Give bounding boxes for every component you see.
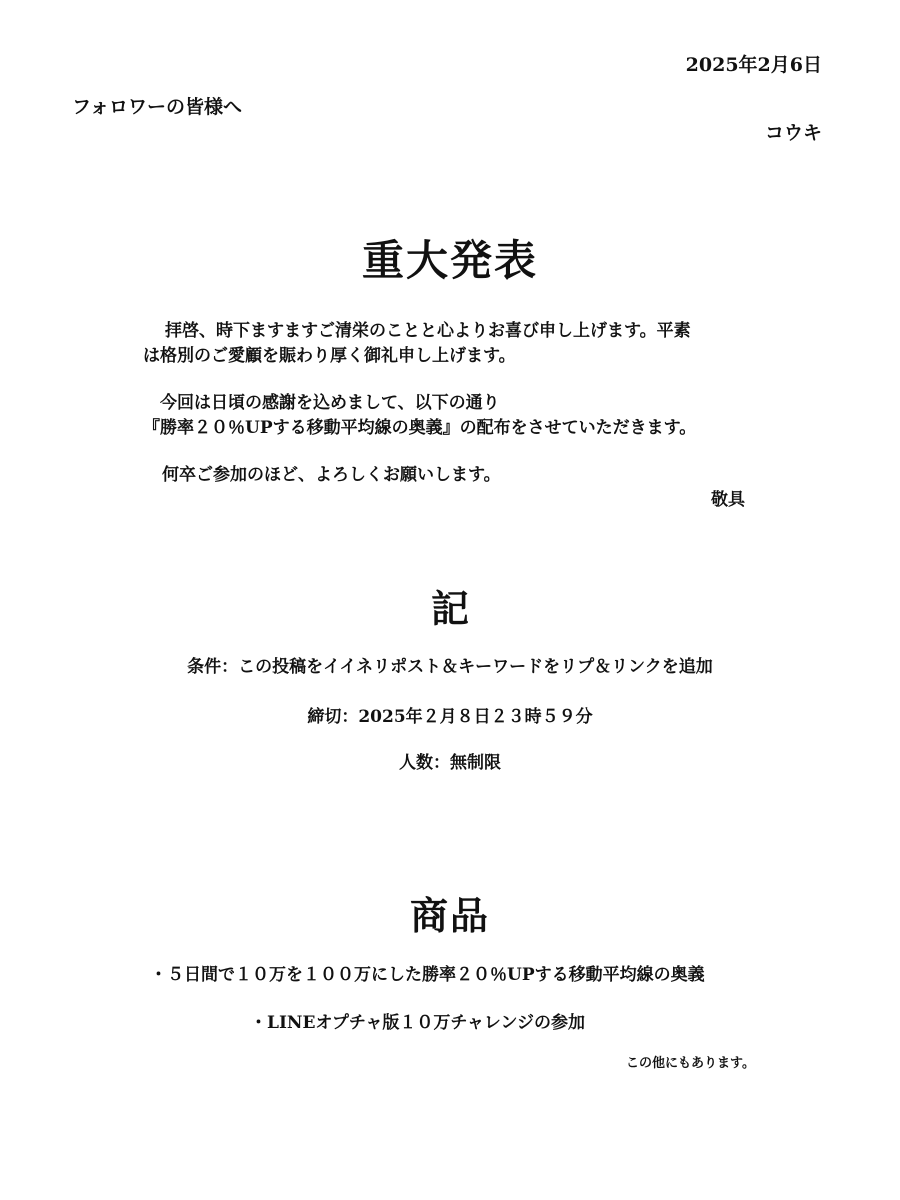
request-line: 何卒ご参加のほど、よろしくお願いします。 — [162, 465, 501, 485]
product-item: ・５日間で１０万を１００万にした勝率２０％UPする移動平均線の奥義 — [150, 965, 705, 985]
others-note: この他にもあります。 — [626, 1056, 755, 1071]
announcement-line-1: 今回は日頃の感謝を込めまして、以下の通り — [160, 393, 500, 413]
greeting-line-1: 拝啓、時下ますますご清栄のことと心よりお喜び申し上げます。平素 — [165, 321, 691, 341]
details-heading: 記 — [430, 586, 469, 631]
sender-name: コウキ — [764, 122, 822, 144]
deadline-line: 締切：2025年２月８日２３時５９分 — [307, 707, 593, 727]
products-heading: 商品 — [409, 893, 490, 938]
closing-word: 敬具 — [711, 490, 745, 510]
letter-date: 2025年2月6日 — [685, 54, 822, 76]
condition-line: 条件：この投稿をイイネリポスト＆キーワードをリプ＆リンクを追加 — [187, 657, 713, 677]
recipient-line: フォロワーの皆様へ — [72, 96, 243, 118]
greeting-line-2: は格別のご愛顧を賑わり厚く御礼申し上げます。 — [143, 346, 516, 366]
participant-count-line: 人数：無制限 — [399, 753, 501, 773]
product-item: ・LINEオプチャ版１０万チャレンジの参加 — [250, 1013, 586, 1033]
main-title: 重大発表 — [361, 236, 538, 285]
announcement-line-2: 『勝率２０％UPする移動平均線の奥義』の配布をさせていただきます。 — [143, 418, 697, 438]
